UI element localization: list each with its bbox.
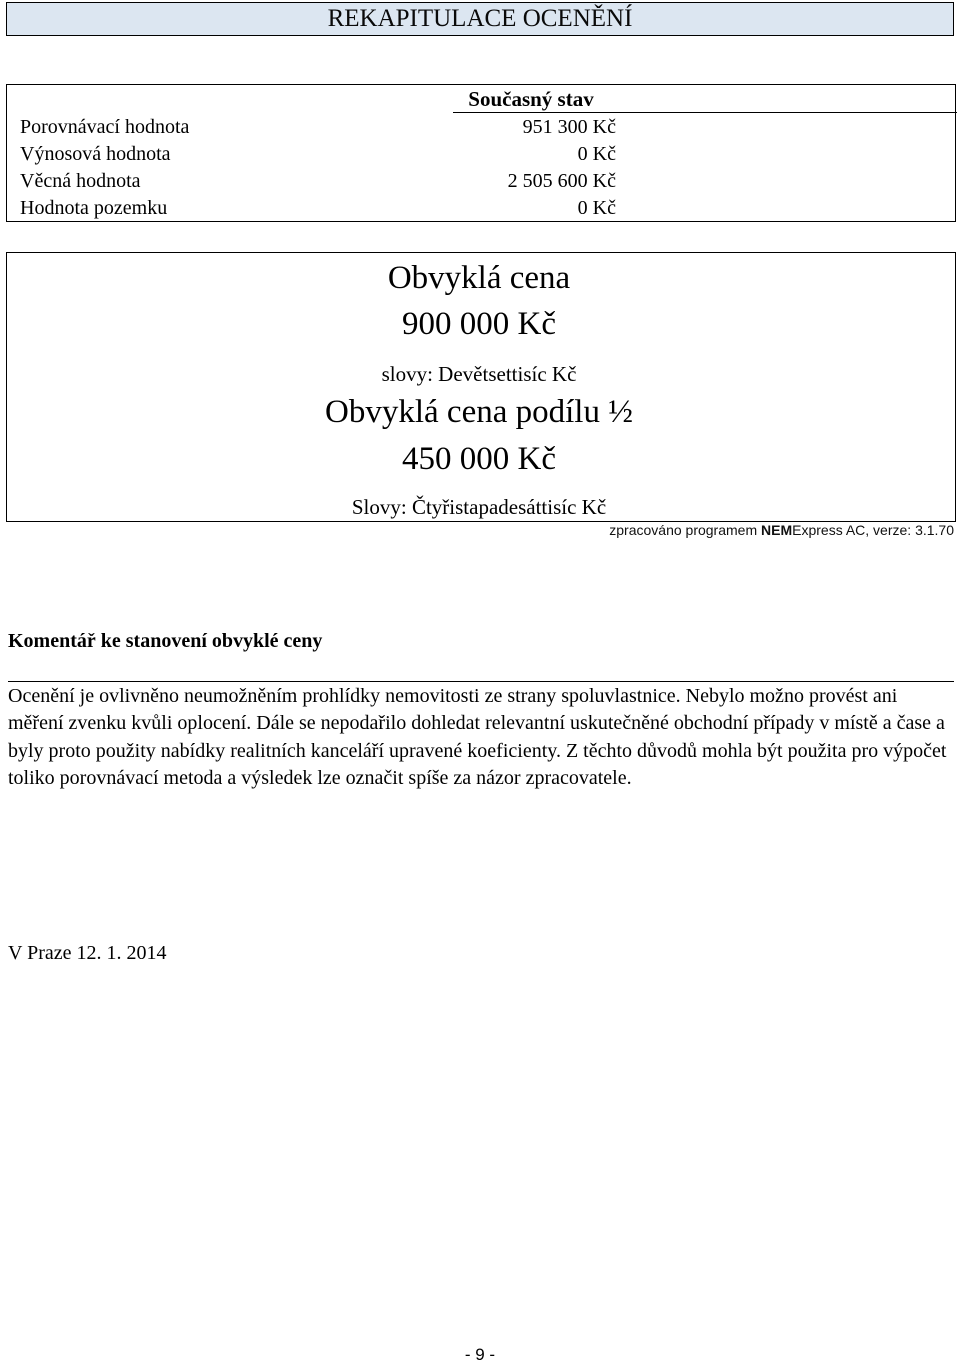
- current-state-header: [453, 85, 957, 113]
- comment-heading: Komentář ke stanovení obvyklé ceny: [8, 630, 323, 652]
- software-credit-prefix: zpracováno programem: [609, 522, 762, 538]
- valuation-row-value: 0 Kč: [577, 197, 616, 219]
- valuation-row: [7, 168, 951, 195]
- market-price-title: Obvyklá cena: [387, 260, 571, 296]
- page-number: - 9 -: [464, 1345, 496, 1364]
- software-credit: [609, 522, 954, 538]
- valuation-row-value: 0 Kč: [577, 143, 616, 165]
- valuation-row-label: Výnosová hodnota: [20, 143, 171, 165]
- valuation-row: [7, 114, 951, 141]
- current-state-label: Současný stav: [468, 87, 594, 111]
- software-brand-mark: NEM: [761, 522, 793, 538]
- comment-divider: [8, 681, 954, 682]
- share-price-amount: 450 000 Kč: [402, 441, 556, 477]
- market-price-amount: 900 000 Kč: [402, 306, 556, 342]
- valuation-row-label: Porovnávací hodnota: [20, 116, 190, 138]
- valuation-row-value: 2 505 600 Kč: [507, 170, 616, 192]
- valuation-summary-table: [6, 84, 956, 222]
- valuation-row-label: Hodnota pozemku: [20, 197, 168, 219]
- document-title: REKAPITULACE OCENĚNÍ: [6, 2, 954, 36]
- valuation-row-value: 951 300 Kč: [522, 116, 616, 138]
- valuation-row: [7, 195, 951, 222]
- valuation-row-label: Věcná hodnota: [20, 170, 141, 192]
- market-price-words: slovy: Devětsettisíc Kč: [381, 362, 577, 386]
- valuation-row: [7, 141, 951, 168]
- market-price-box: [6, 252, 956, 522]
- share-price-title: Obvyklá cena podílu ½: [325, 394, 633, 430]
- software-credit-suffix: Express AC, verze: 3.1.70: [792, 522, 954, 538]
- place-and-date: V Praze 12. 1. 2014: [8, 942, 167, 964]
- share-price-words: Slovy: Čtyřistapadesáttisíc Kč: [351, 495, 607, 519]
- comment-paragraph: Ocenění je ovlivněno neumožněním prohlídky nemovitosti ze strany spoluvlastnice. Nebylo možno provést ani měření zvenku kvůli oplocení. Dále se nepodařilo dohledat relevantní uskutečněné obchodní případy v místě a čase a byly proto použity nabídky realitních kanceláří upravené koeficienty. Z těchto důvodů mohla být použita pro výpočet toliko porovnávací metoda a výsledek lze označit spíše za názor zpracovatele.: [8, 685, 947, 789]
